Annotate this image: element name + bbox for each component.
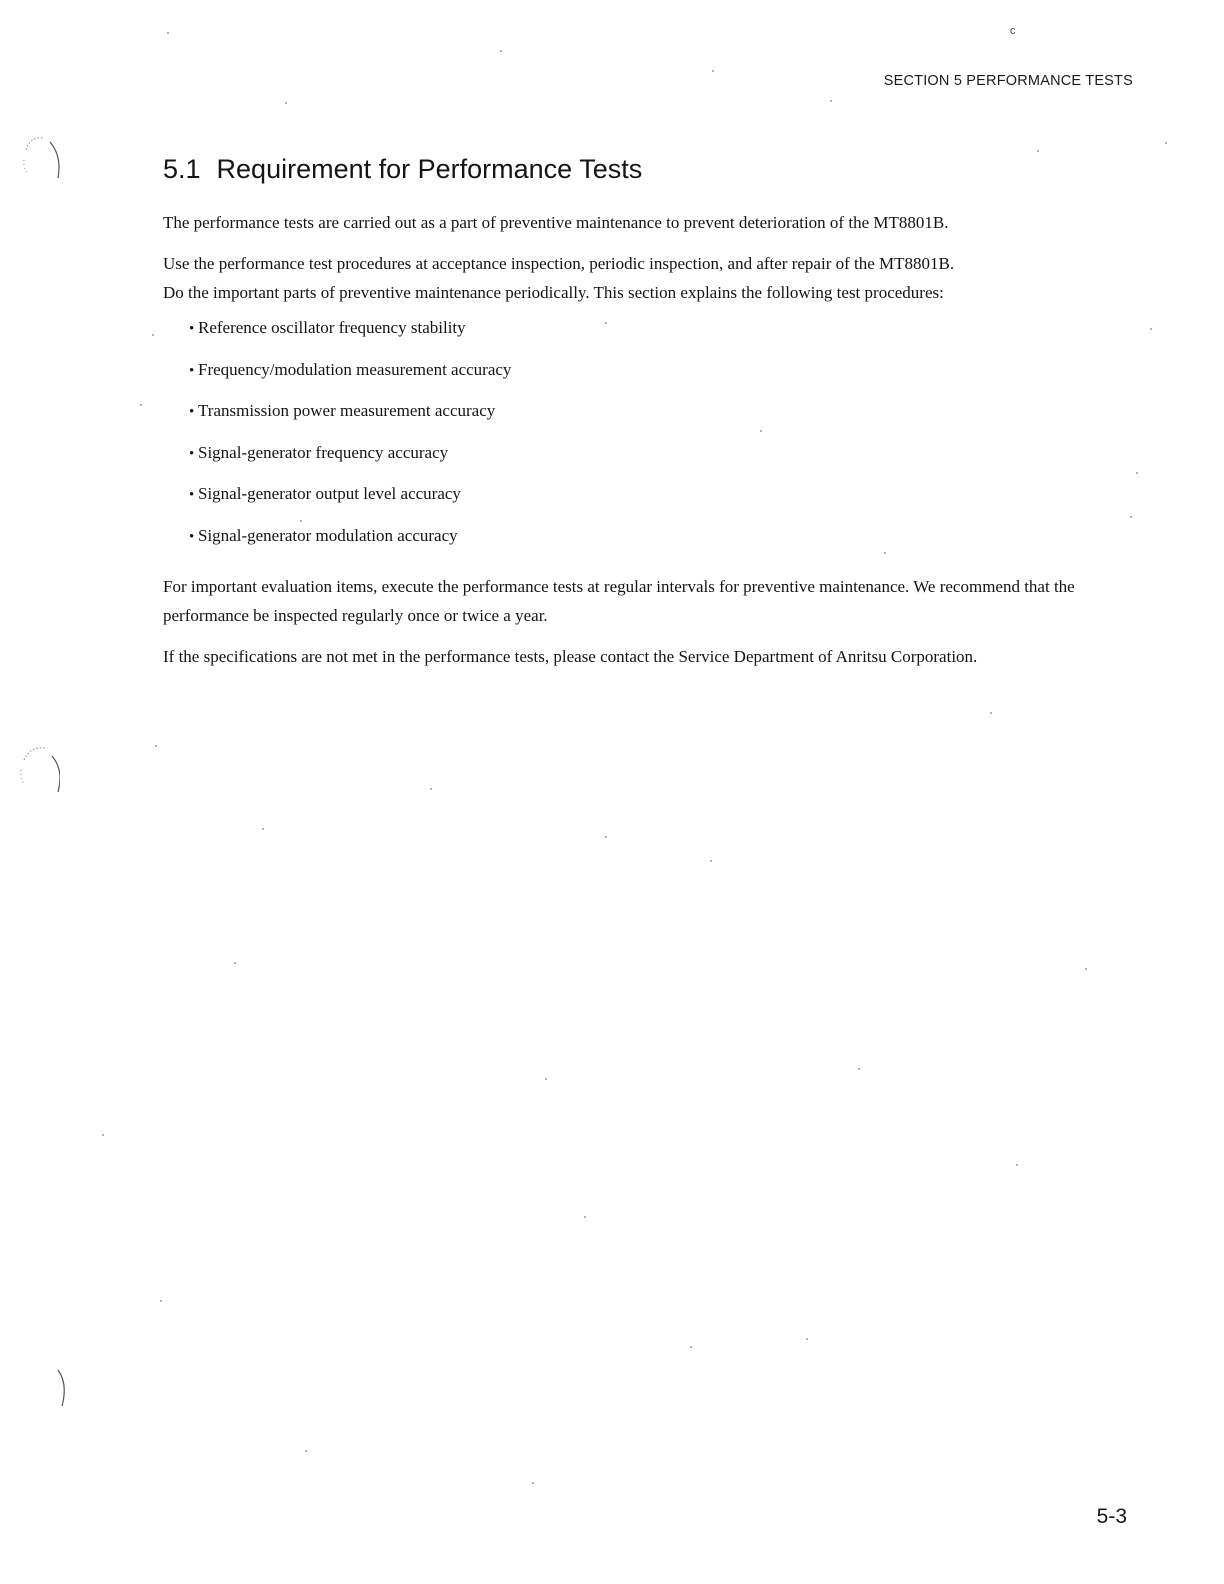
scan-speck [830, 100, 832, 102]
scan-speck [430, 788, 432, 790]
list-item-text: Frequency/modulation measurement accuracy [198, 359, 512, 379]
bullet-icon: • [189, 445, 195, 462]
scan-speck [710, 860, 712, 862]
scan-speck [1037, 150, 1039, 152]
scan-speck [155, 745, 157, 747]
list-item-text: Signal-generator output level accuracy [198, 484, 461, 503]
scan-speck [690, 1346, 692, 1348]
scan-speck [140, 404, 142, 406]
section-heading [163, 154, 642, 185]
bullet-icon: • [189, 404, 195, 420]
scan-speck [584, 1216, 586, 1218]
scan-speck [1016, 1164, 1018, 1166]
punch-hole-icon [20, 130, 62, 184]
scan-speck [1085, 968, 1087, 970]
bullet-icon: • [189, 528, 195, 545]
corner-mark: c [1010, 25, 1016, 37]
page-number: 5-3 [1096, 1505, 1127, 1528]
list-item [189, 355, 1153, 397]
list-item [189, 313, 1153, 355]
scan-speck [102, 1134, 104, 1136]
usage-paragraph-line: Do the important parts of preventive maintenance periodically. This section explains the following test procedures: [163, 283, 944, 302]
bullet-icon: • [189, 321, 195, 337]
list-item-text: Signal-generator modulation accuracy [198, 525, 458, 545]
scan-speck [160, 1300, 162, 1302]
list-item [189, 438, 1153, 480]
scan-speck [712, 70, 714, 72]
scan-speck [806, 1338, 808, 1340]
intro-paragraph: The performance tests are carried out as a part of preventive maintenance to prevent deterioration of the MT8801B. [163, 213, 949, 232]
section-body [163, 208, 1153, 683]
scan-speck [858, 1068, 860, 1070]
test-procedure-list [163, 313, 1153, 562]
section-number: 5.1 [163, 154, 201, 184]
punch-hole-icon [40, 1362, 82, 1416]
list-item [189, 479, 1153, 521]
contact-paragraph: If the specifications are not met in the performance tests, please contact the Service Department of Anritsu Corporation. [163, 647, 978, 666]
scan-speck [234, 962, 236, 964]
scan-speck [167, 32, 169, 34]
scan-speck [990, 712, 992, 714]
scan-speck [605, 836, 607, 838]
scan-speck [532, 1482, 534, 1484]
scan-speck [1165, 142, 1167, 144]
scan-speck [500, 50, 502, 52]
section-title: Requirement for Performance Tests [216, 154, 643, 184]
bullet-icon: • [189, 362, 195, 379]
scan-speck [285, 102, 287, 104]
list-item-text: Reference oscillator frequency stability [198, 318, 466, 337]
evaluation-paragraph: For important evaluation items, execute the performance tests at regular intervals for preventive maintenance. We recommend that the performance be inspected regularly once or twice a year. [163, 577, 1075, 625]
scan-speck [152, 334, 154, 336]
scan-speck [262, 828, 264, 830]
bullet-icon: • [189, 487, 195, 503]
list-item [189, 521, 1153, 563]
list-item-text: Transmission power measurement accuracy [198, 401, 496, 420]
running-header: SECTION 5 PERFORMANCE TESTS [883, 73, 1133, 89]
usage-paragraph-line: Use the performance test procedures at acceptance inspection, periodic inspection, and after repair of the MT8801B. [163, 254, 955, 273]
scan-speck [305, 1450, 307, 1452]
list-item-text: Signal-generator frequency accuracy [198, 442, 449, 462]
punch-hole-icon [18, 742, 60, 796]
scan-speck [545, 1078, 547, 1080]
list-item [189, 396, 1153, 438]
